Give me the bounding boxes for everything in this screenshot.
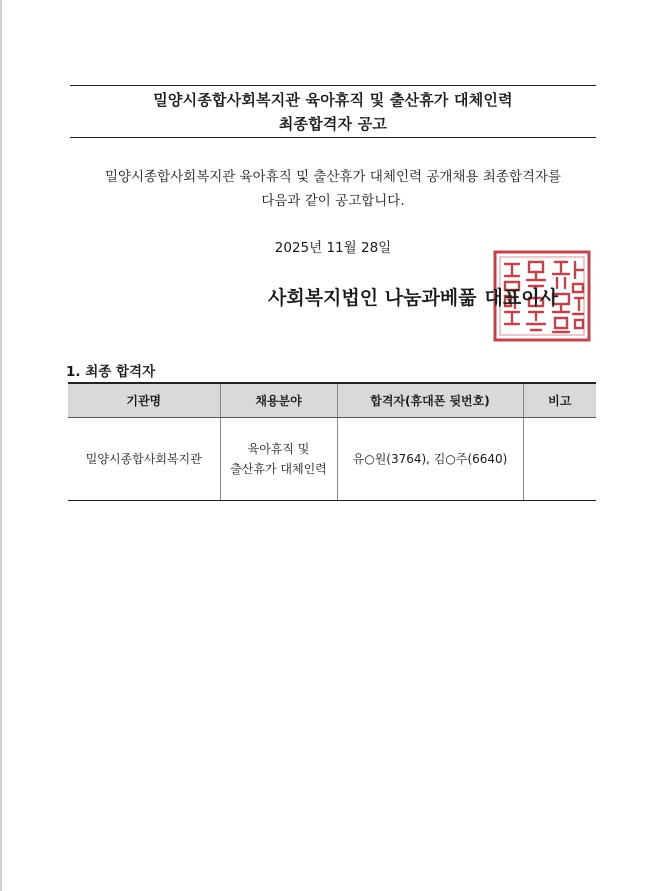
header-agency: 기관명 <box>68 383 220 418</box>
header-candidates: 합격자(휴대폰 뒷번호) <box>337 383 523 418</box>
cell-agency: 밀양시종합사회복지관 <box>68 418 220 501</box>
table-row <box>68 418 596 501</box>
header-note: 비고 <box>523 383 596 418</box>
table-header-row <box>68 383 596 418</box>
cell-position <box>220 418 337 501</box>
cell-note <box>523 418 596 501</box>
intro-line-2: 다음과 같이 공고합니다. <box>261 193 405 209</box>
announcement-title <box>70 85 596 138</box>
intro-line-1: 밀양시종합사회복지관 육아휴직 및 출산휴가 대체인력 공개채용 최종합격자를 <box>104 169 562 185</box>
position-line-1: 육아휴직 및 <box>247 442 310 456</box>
signer-line <box>268 283 558 310</box>
position-line-2: 출산휴가 대체인력 <box>230 462 327 476</box>
signer-name: 사회복지법인 나눔과베풂 <box>268 287 477 309</box>
header-position: 채용분야 <box>220 383 337 418</box>
announcement-date: 2025년 11월 28일 <box>274 240 392 256</box>
results-table <box>68 382 596 501</box>
section-heading: 1. 최종 합격자 <box>66 364 156 380</box>
page-edge <box>0 0 2 891</box>
intro-paragraph <box>70 165 596 213</box>
cell-candidates: 유○원(3764), 김○주(6640) <box>337 418 523 501</box>
signer-title: 대표이사 <box>484 287 558 309</box>
title-line-2: 최종합격자 공고 <box>278 115 388 133</box>
title-line-1: 밀양시종합사회복지관 육아휴직 및 출산휴가 대체인력 <box>153 91 513 109</box>
